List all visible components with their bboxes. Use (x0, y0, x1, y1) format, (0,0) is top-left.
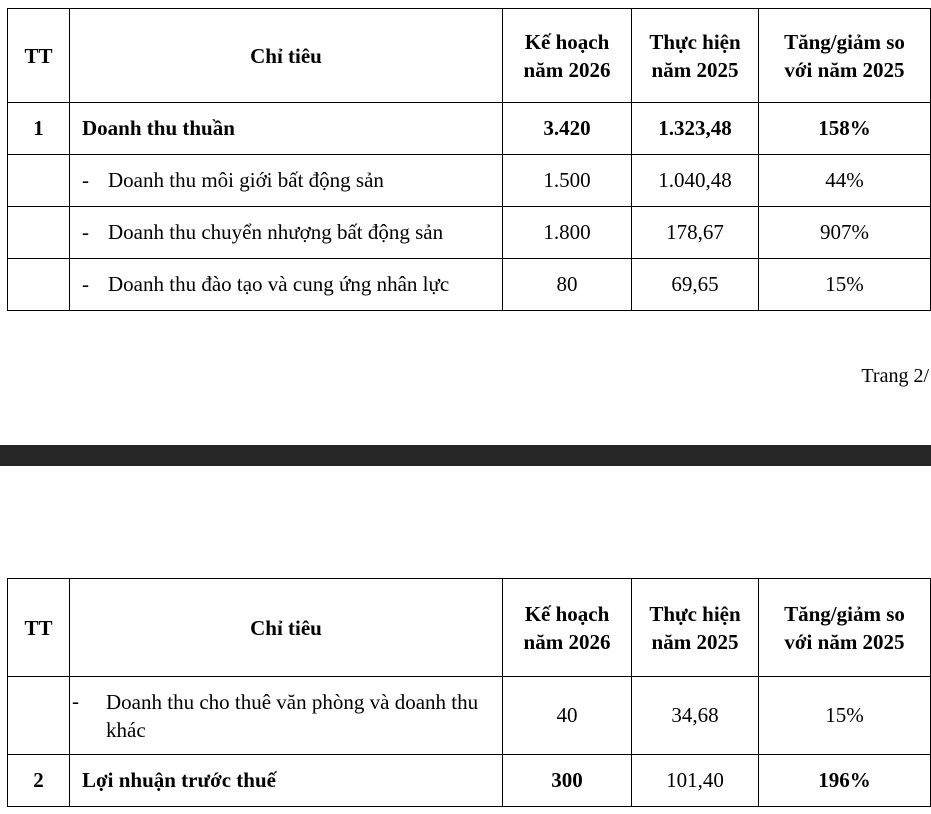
header-chi-tieu: Chỉ tiêu (70, 9, 503, 103)
table-row (8, 207, 931, 259)
row-plan: 1.800 (503, 207, 632, 259)
row-plan: 300 (503, 755, 632, 807)
table-header-row (8, 579, 931, 677)
row-change: 196% (759, 755, 931, 807)
header-tt: TT (8, 579, 70, 677)
row-name: - Doanh thu môi giới bất động sản (70, 155, 503, 207)
table-row (8, 103, 931, 155)
row-change: 907% (759, 207, 931, 259)
page-break-bar (0, 445, 931, 466)
row-plan: 1.500 (503, 155, 632, 207)
table-header-row (8, 9, 931, 103)
header-chi-tieu: Chỉ tiêu (70, 579, 503, 677)
row-plan: 80 (503, 259, 632, 311)
row-tt (8, 677, 70, 755)
row-change: 15% (759, 677, 931, 755)
row-name: - Doanh thu đào tạo và cung ứng nhân lực (70, 259, 503, 311)
row-actual: 1.040,48 (632, 155, 759, 207)
row-dash: - (82, 272, 89, 296)
header-thuc-hien: Thực hiện năm 2025 (632, 579, 759, 677)
header-ke-hoach: Kế hoạch năm 2026 (503, 579, 632, 677)
row-tt (8, 259, 70, 311)
row-dash: - (72, 689, 79, 713)
row-dash: - (82, 220, 89, 244)
plan-table-page-2 (7, 8, 931, 311)
row-actual: 34,68 (632, 677, 759, 755)
table-row (8, 259, 931, 311)
header-tang-giam: Tăng/giảm so với năm 2025 (759, 9, 931, 103)
table-row (8, 677, 931, 755)
row-name: Lợi nhuận trước thuế (70, 755, 503, 807)
row-actual: 178,67 (632, 207, 759, 259)
row-actual: 101,40 (632, 755, 759, 807)
header-tt: TT (8, 9, 70, 103)
row-change: 15% (759, 259, 931, 311)
row-actual: 69,65 (632, 259, 759, 311)
row-tt (8, 207, 70, 259)
row-name: Doanh thu thuần (70, 103, 503, 155)
row-tt: 2 (8, 755, 70, 807)
row-name: - Doanh thu cho thuê văn phòng và doanh thu khác (70, 677, 503, 755)
row-plan: 40 (503, 677, 632, 755)
row-change: 44% (759, 155, 931, 207)
header-thuc-hien: Thực hiện năm 2025 (632, 9, 759, 103)
row-change: 158% (759, 103, 931, 155)
row-name: - Doanh thu chuyển nhượng bất động sản (70, 207, 503, 259)
table-row (8, 755, 931, 807)
row-tt (8, 155, 70, 207)
row-plan: 3.420 (503, 103, 632, 155)
row-dash: - (82, 168, 89, 192)
header-ke-hoach: Kế hoạch năm 2026 (503, 9, 632, 103)
row-actual: 1.323,48 (632, 103, 759, 155)
row-tt: 1 (8, 103, 70, 155)
header-tang-giam: Tăng/giảm so với năm 2025 (759, 579, 931, 677)
table-row (8, 155, 931, 207)
plan-table-page-3 (7, 578, 931, 807)
page-number: Trang 2/ (861, 365, 929, 387)
